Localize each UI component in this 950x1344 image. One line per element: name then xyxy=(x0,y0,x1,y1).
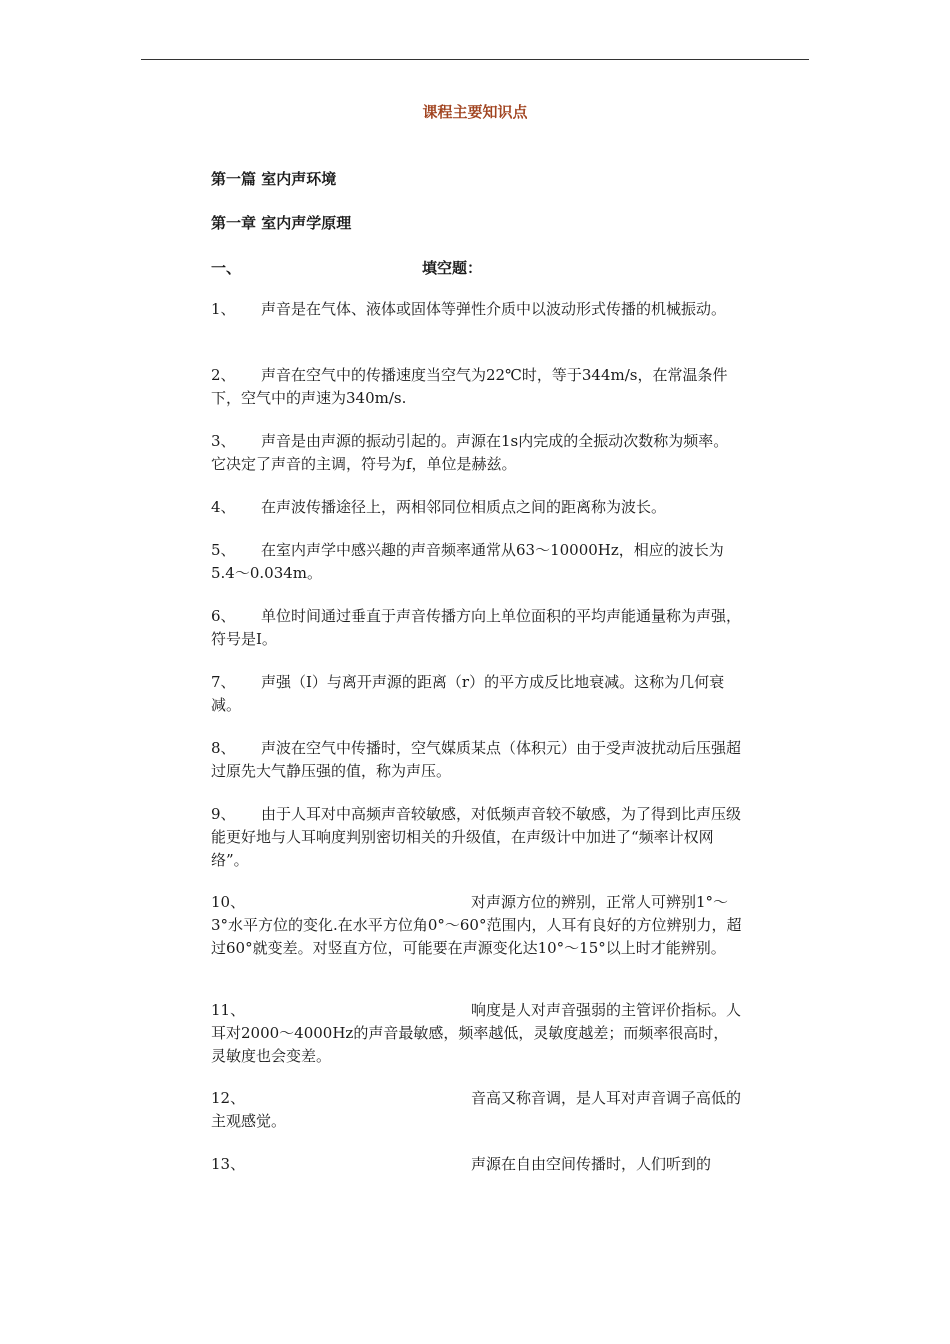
list-item xyxy=(211,1153,743,1176)
list-item xyxy=(211,605,743,651)
item-number: 8、 xyxy=(211,739,236,757)
list-item xyxy=(211,999,743,1068)
chapter-heading: 第一章 室内声学原理 xyxy=(211,214,352,232)
list-item xyxy=(211,737,743,783)
item-number: 12、 xyxy=(211,1089,246,1107)
list-item xyxy=(211,803,743,872)
item-text: 响度是人对声音强弱的主管评价指标。人耳对2000～4000Hz的声音最敏感，频率越低，灵敏度越差；而频率很高时，灵敏度也会变差。 xyxy=(211,1001,742,1065)
item-text: 单位时间通过垂直于声音传播方向上单位面积的平均声能通量称为声强，符号是I。 xyxy=(211,607,742,648)
list-item xyxy=(211,364,743,410)
list-item xyxy=(211,430,743,476)
item-text: 声强（I）与离开声源的距离（r）的平方成反比地衰减。这称为几何衰减。 xyxy=(211,673,725,714)
list-item xyxy=(211,1087,743,1133)
list-item xyxy=(211,891,743,960)
item-text: 在声波传播途径上，两相邻同位相质点之间的距离称为波长。 xyxy=(261,498,667,516)
item-number: 1、 xyxy=(211,300,236,318)
section-number: 一、 xyxy=(211,259,242,277)
header-rule xyxy=(141,59,809,60)
list-item xyxy=(211,539,743,585)
item-number: 9、 xyxy=(211,805,236,823)
item-number: 4、 xyxy=(211,498,236,516)
item-text: 声波在空气中传播时，空气媒质某点（体积元）由于受声波扰动后压强超过原先大气静压强的值，称为声压。 xyxy=(211,739,742,780)
item-text: 由于人耳对中高频声音较敏感，对低频声音较不敏感，为了得到比声压级能更好地与人耳响度判别密切相关的升级值，在声级计中加进了“频率计权网络”。 xyxy=(211,805,742,869)
item-number: 3、 xyxy=(211,432,236,450)
item-number: 5、 xyxy=(211,541,236,559)
item-number: 13、 xyxy=(211,1155,246,1173)
item-number: 10、 xyxy=(211,893,246,911)
section-label: 填空题： xyxy=(422,259,483,277)
item-text: 声音是由声源的振动引起的。声源在1s内完成的全振动次数称为频率。它决定了声音的主调，符号为f，单位是赫兹。 xyxy=(211,432,729,473)
list-item xyxy=(211,298,743,321)
part-heading: 第一篇 室内声环境 xyxy=(211,170,337,188)
item-number: 2、 xyxy=(211,366,236,384)
list-item xyxy=(211,671,743,717)
item-text: 声源在自由空间传播时，人们听到的 xyxy=(471,1155,712,1173)
item-text: 音高又称音调，是人耳对声音调子高低的主观感觉。 xyxy=(211,1089,742,1130)
item-text: 在室内声学中感兴趣的声音频率通常从63～10000Hz，相应的波长为5.4～0.034m。 xyxy=(211,541,724,582)
item-text: 声音在空气中的传播速度当空气为22℃时，等于344m/s，在常温条件下，空气中的声速为340m/s. xyxy=(211,366,728,407)
item-number: 6、 xyxy=(211,607,236,625)
item-text: 声音是在气体、液体或固体等弹性介质中以波动形式传播的机械振动。 xyxy=(261,300,727,318)
item-number: 7、 xyxy=(211,673,236,691)
item-text: 对声源方位的辨别，正常人可辨别1°～3°水平方位的变化.在水平方位角0°～60°范围内，人耳有良好的方位辨别力，超过60°就变差。对竖直方位，可能要在声源变化达10°～15°以上时才能辨别。 xyxy=(211,893,742,957)
document-title: 课程主要知识点 xyxy=(422,103,528,121)
item-number: 11、 xyxy=(211,1001,246,1019)
list-item xyxy=(211,496,743,519)
